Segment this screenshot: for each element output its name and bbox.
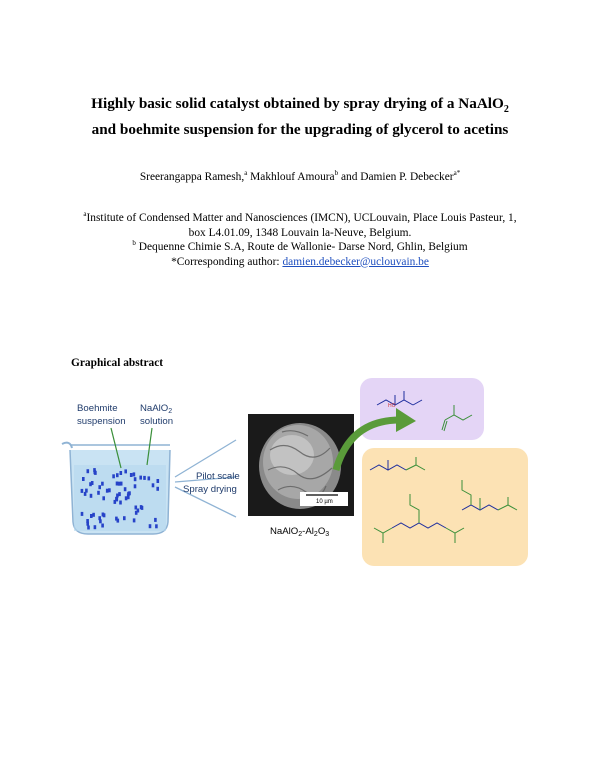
particle (130, 473, 133, 477)
reactants-panel (360, 378, 484, 440)
boehmite-label-2: suspension (77, 416, 126, 427)
particle (106, 489, 109, 493)
particle (87, 526, 90, 530)
particle (81, 512, 84, 516)
particle (101, 524, 104, 528)
particle (157, 479, 160, 483)
particle (140, 505, 143, 509)
particle (102, 513, 105, 517)
corresponding-email-link[interactable]: damien.debecker@uclouvain.be (282, 255, 429, 268)
affiliation-a-cont: box L4.01.09, 1348 Louvain la-Neuve, Belgium. (188, 226, 412, 239)
particle (133, 472, 136, 476)
particle (90, 494, 93, 498)
particle (98, 516, 101, 520)
particle (86, 522, 89, 526)
title-line-2: and boehmite suspension for the upgrading of glycerol to acetins (91, 121, 509, 139)
affiliation-a: $^a$Institute of Condensed Matter and Nanosciences (IMCN), UCLouvain, Place Louis Pasteur, 1, (83, 210, 517, 224)
particle (85, 489, 88, 493)
graphical-abstract-heading: Graphical abstract (71, 357, 164, 369)
particle (94, 525, 97, 529)
particle (143, 476, 146, 480)
particle (123, 516, 126, 520)
particle (155, 524, 158, 528)
boehmite-label-1: Boehmite (77, 403, 118, 414)
particle (137, 509, 140, 513)
particle (118, 482, 121, 486)
affiliation-b: $^b$ Dequenne Chimie S.A, Route de Wallonie- Darse Nord, Ghlin, Belgium (132, 239, 468, 253)
particle (134, 477, 137, 481)
pilot-scale-label: Pilot scale (196, 471, 240, 482)
particle (117, 519, 120, 523)
particle (124, 487, 127, 491)
particle (82, 477, 85, 481)
catalyst-label: $NaAlO_2-Al_2O_3$ (270, 526, 330, 538)
particle (119, 501, 122, 505)
particle (156, 487, 159, 491)
particle (97, 491, 100, 495)
particle (93, 468, 96, 472)
particle (90, 514, 93, 518)
particle (118, 492, 121, 496)
particle (120, 471, 123, 475)
spray-drying-label: Spray drying (183, 484, 237, 495)
particle (154, 518, 157, 522)
particle (81, 489, 84, 493)
particle (148, 476, 151, 480)
naalo2-label-2: solution (140, 416, 174, 427)
particle (133, 518, 136, 522)
beaker-illustration (62, 443, 170, 534)
particle (127, 495, 130, 499)
particle (87, 469, 90, 473)
particle (152, 483, 155, 487)
particle (116, 473, 119, 477)
author-list: Sreerangappa Ramesh,$^a$ Makhlouf Amoura$^b$ and Damien P. Debecker$^{a*}$ (139, 169, 461, 183)
naalo2-label-1: NaAlO$_2$ (140, 403, 173, 415)
particle (134, 484, 137, 488)
scale-bar-label: 10 µm (316, 499, 333, 505)
particle (139, 476, 142, 480)
title-line-1: Highly basic solid catalyst obtained by spray drying of a NaAlO$_2$ (91, 95, 509, 116)
corresponding-author: *Corresponding author: damien.debecker@uclouvain.be (171, 255, 429, 268)
particle (124, 469, 127, 473)
particle (101, 482, 104, 486)
particle (91, 481, 94, 485)
particle (112, 474, 115, 478)
particle (98, 485, 101, 489)
oh-label-1: HO (388, 403, 396, 409)
particle (149, 524, 152, 528)
particle (102, 496, 105, 500)
particle (92, 513, 95, 517)
